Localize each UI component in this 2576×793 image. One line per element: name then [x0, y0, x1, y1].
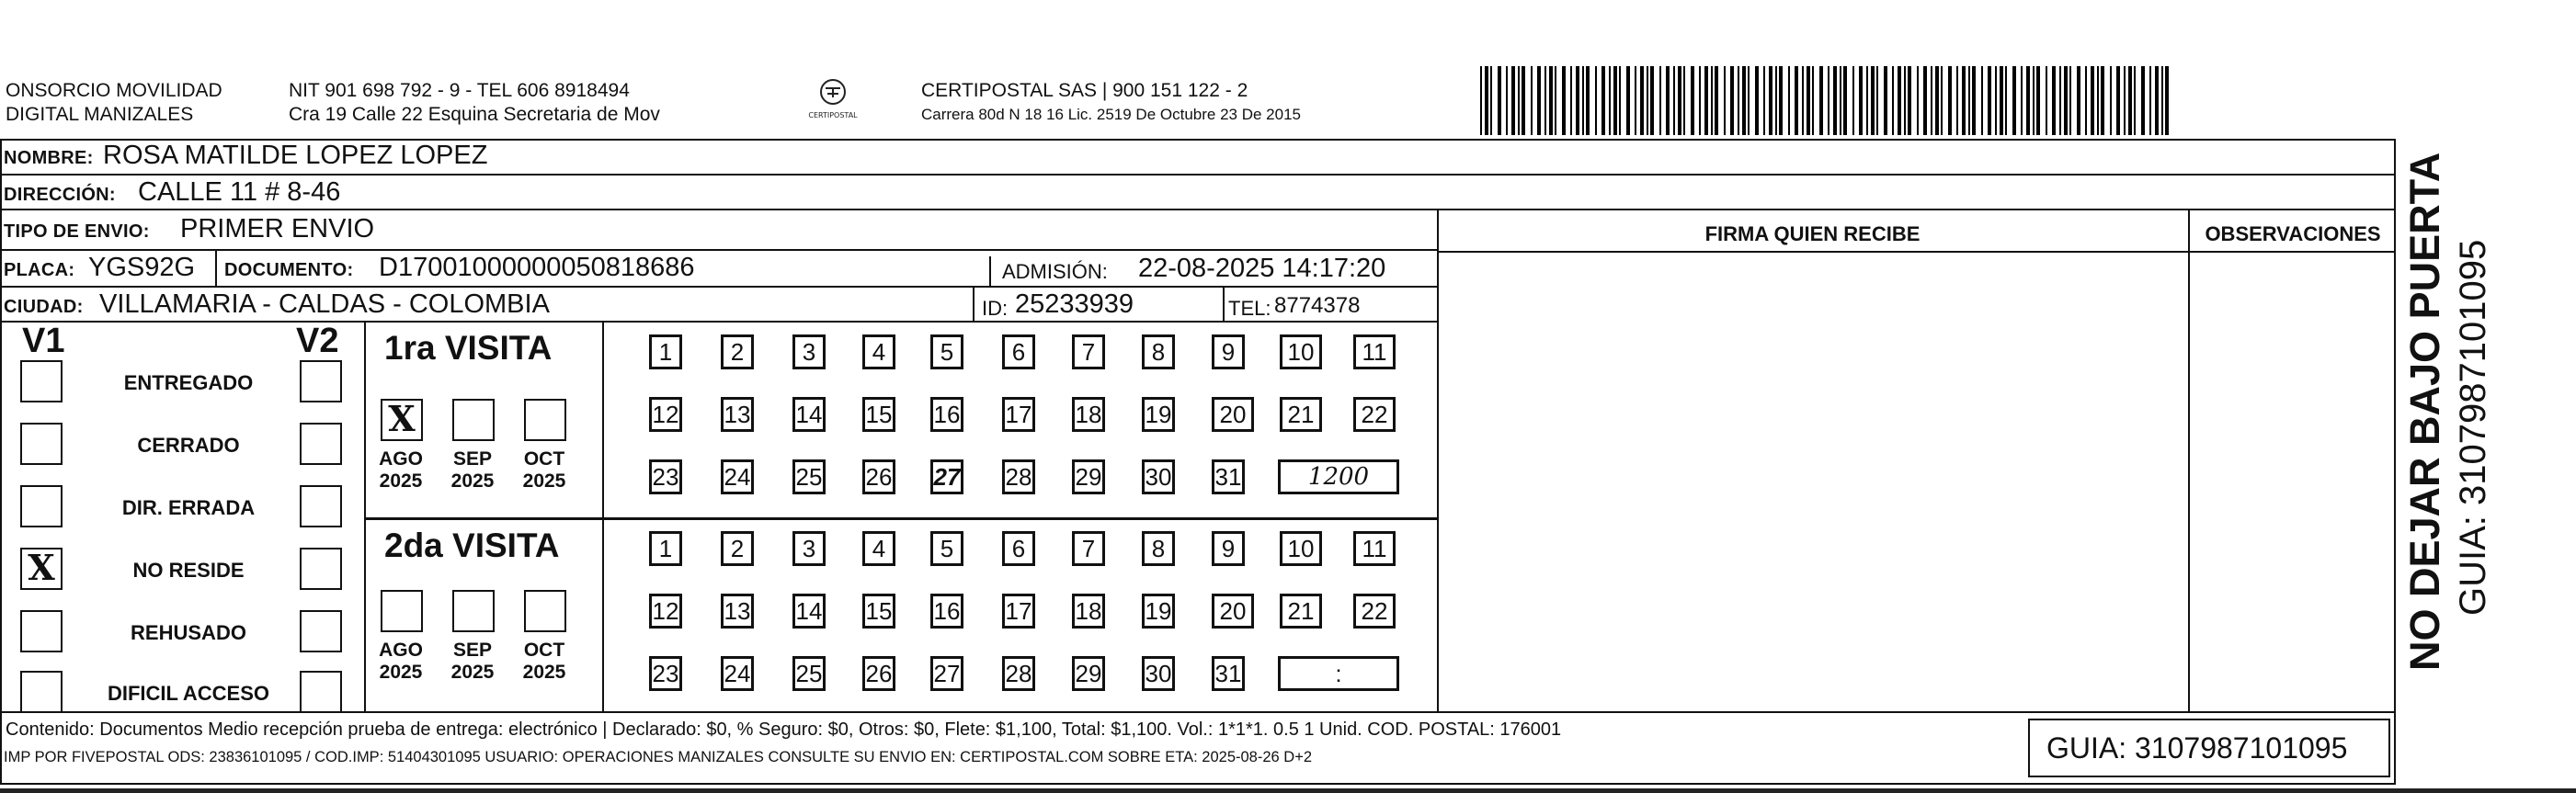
barcode-bar [2097, 66, 2099, 135]
address-line: Cra 19 Calle 22 Esquina Secretaria de Mov [289, 104, 660, 125]
barcode-bar [1795, 66, 1798, 135]
status-v1-checkbox[interactable] [20, 671, 63, 713]
barcode [1480, 66, 2174, 135]
barcode-bar [1640, 66, 1644, 135]
barcode-bar [2155, 66, 2159, 135]
barcode-bar [1748, 66, 1750, 135]
status-v1-checkbox[interactable] [20, 423, 63, 465]
company-name-line2: DIGITAL MANIZALES [6, 104, 194, 125]
barcode-bar [1898, 66, 1901, 135]
certipostal-block [921, 79, 1301, 127]
day-box[interactable]: 24 [721, 459, 754, 494]
day-box[interactable]: 7 [1072, 531, 1105, 566]
day-box[interactable]: 30 [1142, 459, 1175, 494]
v1-header: V1 [22, 322, 65, 360]
barcode-bar [1683, 66, 1685, 135]
ciudad-row [0, 288, 1437, 323]
month-label: SEP [452, 640, 493, 661]
barcode-bar [2128, 66, 2132, 135]
day-box[interactable]: 16 [930, 397, 963, 432]
day-box[interactable]: 23 [649, 459, 682, 494]
barcode-bar [2064, 66, 2068, 135]
first-visit-label: 1ra VISITA [384, 329, 553, 367]
status-v1-checkbox[interactable] [20, 360, 63, 402]
day-box[interactable]: 28 [1002, 656, 1035, 691]
day-box[interactable]: 17 [1002, 397, 1035, 432]
barcode-bar [1755, 66, 1759, 135]
nombre-row [0, 139, 2396, 176]
certipostal-logo [805, 74, 861, 123]
barcode-bar [2052, 66, 2056, 135]
day-box[interactable]: 22 [1353, 397, 1396, 432]
day-box[interactable]: 30 [1142, 656, 1175, 691]
month-label: AGO [379, 448, 423, 470]
day-box[interactable]: 4 [862, 334, 895, 369]
tel-value: 8774378 [1274, 293, 1361, 318]
day-box[interactable]: 19 [1142, 397, 1175, 432]
barcode-bar [1595, 66, 1597, 135]
day-box[interactable]: 26 [862, 656, 895, 691]
barcode-bar [1549, 66, 1553, 135]
barcode-bar [1859, 66, 1863, 135]
barcode-bar [1570, 66, 1572, 135]
barcode-bar [2033, 66, 2035, 135]
barcode-bar [2021, 66, 2023, 135]
barcode-bar [1843, 66, 1847, 135]
day-box[interactable]: 1 [649, 531, 682, 566]
documento-value: D17001000000050818686 [379, 253, 695, 282]
nombre-value: ROSA MATILDE LOPEZ LOPEZ [103, 141, 488, 170]
barcode-bar [2124, 66, 2126, 135]
year-label: 2025 [450, 662, 495, 683]
barcode-bar [1802, 66, 1804, 135]
barcode-bar [1582, 66, 1584, 135]
barcode-bar [2141, 66, 2145, 135]
status-v1-checkbox[interactable] [20, 485, 63, 527]
status-label: NO RESIDE [132, 559, 245, 582]
day-box[interactable]: 13 [721, 594, 754, 629]
time-box[interactable]: : [1278, 656, 1399, 691]
day-box[interactable]: 22 [1353, 594, 1396, 629]
barcode-bar [1988, 66, 1991, 135]
documento-label: DOCUMENTO: [224, 260, 354, 280]
barcode-bar [1506, 66, 1508, 135]
barcode-bar [1995, 66, 1997, 135]
barcode-bar [1485, 66, 1488, 135]
day-box[interactable]: 16 [930, 594, 963, 629]
month-label: SEP [452, 448, 493, 470]
time-box[interactable]: 1200 [1278, 459, 1399, 494]
day-box[interactable]: 31 [1212, 656, 1245, 691]
barcode-bar [2012, 66, 2016, 135]
barcode-bar [2036, 66, 2040, 135]
barcode-bar [1555, 66, 1556, 135]
day-box[interactable]: 9 [1212, 334, 1245, 369]
barcode-bar [2110, 66, 2112, 135]
day-box[interactable]: 1 [649, 334, 682, 369]
barcode-bar [1779, 66, 1783, 135]
direccion-label: DIRECCIÓN: [4, 185, 116, 205]
v2-header: V2 [296, 322, 339, 360]
barcode-bar [1828, 66, 1829, 135]
day-box[interactable]: 8 [1142, 334, 1175, 369]
day-box[interactable]: 14 [792, 397, 826, 432]
barcode-bar [1691, 66, 1694, 135]
day-box[interactable]: 17 [1002, 594, 1035, 629]
day-box[interactable]: 20 [1212, 397, 1254, 432]
barcode-bar [1715, 66, 1718, 135]
day-box[interactable]: 21 [1280, 397, 1322, 432]
day-box[interactable]: 25 [792, 656, 826, 691]
barcode-bar [1968, 66, 1970, 135]
barcode-bar [1724, 66, 1726, 135]
barcode-bar [1518, 66, 1520, 135]
barcode-bar [1601, 66, 1605, 135]
barcode-bar [2059, 66, 2061, 135]
barcode-bar [1562, 66, 1566, 135]
company-block [6, 79, 222, 127]
barcode-bar [1586, 66, 1590, 135]
barcode-bar [1788, 66, 1790, 135]
barcode-bar [1852, 66, 1854, 135]
day-box[interactable]: 28 [1002, 459, 1035, 494]
guia-box [2028, 719, 2390, 777]
direccion-row [0, 176, 2396, 210]
barcode-bar [1537, 66, 1541, 135]
day-box[interactable]: 31 [1212, 459, 1245, 494]
barcode-bar [2091, 66, 2094, 135]
status-v1-checkbox[interactable]: X [20, 548, 63, 590]
day-box[interactable]: 12 [649, 397, 682, 432]
barcode-bar [1833, 66, 1837, 135]
status-label: DIR. ERRADA [121, 496, 256, 519]
barcode-bar [2161, 66, 2163, 135]
month-checkbox[interactable]: X [381, 399, 423, 441]
year-label: 2025 [379, 470, 423, 492]
barcode-bar [1619, 66, 1621, 135]
month-checkbox[interactable] [524, 399, 566, 441]
day-box[interactable]: 5 [930, 531, 963, 566]
month-checkbox[interactable] [381, 590, 423, 632]
barcode-bar [2116, 66, 2120, 135]
day-box[interactable]: 15 [862, 397, 895, 432]
barcode-bar [1480, 66, 1482, 135]
month-label: AGO [379, 640, 423, 661]
barcode-bar [2165, 66, 2169, 135]
barcode-bar [1812, 66, 1814, 135]
barcode-bar [1941, 66, 1943, 135]
ciudad-value: VILLAMARIA - CALDAS - COLOMBIA [99, 289, 550, 319]
barcode-bar [2026, 66, 2030, 135]
barcode-bar [1498, 66, 1501, 135]
observaciones-header: OBSERVACIONES [2205, 222, 2381, 245]
svg-text:CERTIPOSTAL: CERTIPOSTAL [808, 111, 858, 119]
barcode-bar [1666, 66, 1670, 135]
admision-value: 22-08-2025 14:17:20 [1138, 254, 1386, 283]
day-box[interactable]: 13 [721, 397, 754, 432]
day-box[interactable]: 29 [1072, 656, 1105, 691]
day-box[interactable]: 7 [1072, 334, 1105, 369]
barcode-bar [2085, 66, 2087, 135]
barcode-bar [1972, 66, 1976, 135]
barcode-bar [1576, 66, 1579, 135]
barcode-bar [2005, 66, 2007, 135]
barcode-bar [1699, 66, 1701, 135]
barcode-bar [2134, 66, 2136, 135]
day-box[interactable]: 5 [930, 334, 963, 369]
guia-box-text: GUIA: 3107987101095 [2046, 731, 2348, 765]
imp-line: IMP POR FIVEPOSTAL ODS: 23836101095 / COD.IMP: 51404301095 USUARIO: OPERACIONES MANIZALES CONSULTE SU ENVIO EN: CERTIPOSTAL.COM SOBRE ETA: 2025-08-26 D+2 [4, 749, 1313, 765]
day-box[interactable]: 24 [721, 656, 754, 691]
status-label: CERRADO [137, 434, 240, 457]
barcode-bar [1917, 66, 1919, 135]
tipo-row [0, 210, 1437, 251]
year-label: 2025 [379, 662, 423, 683]
second-visit-label: 2da VISITA [384, 527, 560, 564]
barcode-bar [1490, 66, 1492, 135]
barcode-bar [1819, 66, 1823, 135]
year-label: 2025 [522, 470, 566, 492]
month-checkbox[interactable] [524, 590, 566, 632]
placa-row [0, 251, 1437, 288]
status-v2-checkbox[interactable] [300, 610, 342, 652]
status-v2-checkbox[interactable] [300, 360, 342, 402]
barcode-bar [1876, 66, 1878, 135]
year-label: 2025 [450, 470, 495, 492]
ciudad-label: CIUDAD: [4, 297, 84, 317]
id-label: ID: [982, 297, 1009, 320]
barcode-bar [1742, 66, 1746, 135]
barcode-bar [1704, 66, 1708, 135]
day-box[interactable]: 11 [1353, 334, 1396, 369]
company-name-line1: ONSORCIO MOVILIDAD [6, 80, 222, 101]
day-box[interactable]: 20 [1212, 594, 1254, 629]
month-label: OCT [523, 448, 565, 470]
side-guia: GUIA: 3107987101095 [2453, 239, 2493, 616]
barcode-bar [1871, 66, 1875, 135]
barcode-bar [1935, 66, 1939, 135]
certipostal-line1: CERTIPOSTAL SAS | 900 151 122 - 2 [921, 80, 1248, 101]
bottom-edge [0, 788, 2576, 793]
barcode-bar [1775, 66, 1777, 135]
tel-label: TEL: [1228, 297, 1271, 320]
day-box[interactable]: 8 [1142, 531, 1175, 566]
day-box[interactable]: 2 [721, 531, 754, 566]
barcode-bar [2077, 66, 2080, 135]
day-box[interactable]: 18 [1072, 594, 1105, 629]
barcode-bar [1678, 66, 1681, 135]
day-box[interactable]: 21 [1280, 594, 1322, 629]
tipo-value: PRIMER ENVIO [180, 214, 375, 244]
direccion-value: CALLE 11 # 8-46 [138, 177, 341, 207]
nit-line: NIT 901 698 792 - 9 - TEL 606 8918494 [289, 80, 630, 101]
contenido-line: Contenido: Documentos Medio recepción prueba de entrega: electrónico | Declarado: $0, % Seguro: $0, Otros: $0, Flete: $1,100, Total: $1,100. Vol.: 1*1*1. 0.5 1 Unid. COD. POSTAL: 176001 [6, 719, 1562, 740]
barcode-bar [1613, 66, 1617, 135]
barcode-bar [1948, 66, 1952, 135]
placa-label: PLACA: [4, 260, 75, 280]
barcode-bar [1730, 66, 1734, 135]
day-box[interactable]: 10 [1280, 334, 1322, 369]
day-box[interactable]: 25 [792, 459, 826, 494]
barcode-bar [1866, 66, 1868, 135]
day-box[interactable]: 18 [1072, 397, 1105, 432]
barcode-bar [1884, 66, 1887, 135]
firma-header: FIRMA QUIEN RECIBE [1704, 222, 1921, 245]
barcode-bar [1807, 66, 1810, 135]
year-label: 2025 [522, 662, 566, 683]
barcode-bar [2101, 66, 2104, 135]
barcode-bar [1962, 66, 1966, 135]
day-box[interactable]: 6 [1002, 531, 1035, 566]
barcode-bar [1711, 66, 1713, 135]
placa-value: YGS92G [88, 253, 196, 282]
barcode-bar [2000, 66, 2003, 135]
barcode-bar [1923, 66, 1927, 135]
status-label: ENTREGADO [123, 371, 254, 394]
day-box[interactable]: 10 [1280, 531, 1322, 566]
barcode-bar [1956, 66, 1958, 135]
id-value: 25233939 [1015, 289, 1134, 319]
barcode-bar [1981, 66, 1983, 135]
status-v2-checkbox[interactable] [300, 423, 342, 465]
barcode-bar [1738, 66, 1739, 135]
day-box[interactable]: 6 [1002, 334, 1035, 369]
status-label: DIFICIL ACCESO [107, 682, 269, 705]
day-box[interactable]: 9 [1212, 531, 1245, 566]
barcode-bar [1840, 66, 1841, 135]
day-box[interactable]: 14 [792, 594, 826, 629]
barcode-bar [1626, 66, 1630, 135]
barcode-bar [2149, 66, 2151, 135]
admision-label: ADMISIÓN: [1002, 260, 1108, 283]
day-box[interactable]: 11 [1353, 531, 1396, 566]
status-v1-checkbox[interactable] [20, 610, 63, 652]
barcode-bar [1763, 66, 1765, 135]
certipostal-line2: Carrera 80d N 18 16 Lic. 2519 De Octubre 23 De 2015 [921, 106, 1301, 123]
month-checkbox[interactable] [452, 590, 495, 632]
day-box[interactable]: 19 [1142, 594, 1175, 629]
barcode-bar [1544, 66, 1546, 135]
status-label: REHUSADO [131, 621, 246, 644]
barcode-bar [1635, 66, 1636, 135]
day-box[interactable]: 12 [649, 594, 682, 629]
barcode-bar [1904, 66, 1906, 135]
status-v2-checkbox[interactable] [300, 485, 342, 527]
day-box[interactable]: 29 [1072, 459, 1105, 494]
barcode-bar [1647, 66, 1648, 135]
nit-block [289, 79, 660, 127]
barcode-bar [1609, 66, 1611, 135]
barcode-bar [1931, 66, 1932, 135]
day-box[interactable]: 4 [862, 531, 895, 566]
tipo-label: TIPO DE ENVIO: [4, 221, 150, 242]
day-box[interactable]: 2 [721, 334, 754, 369]
barcode-bar [1522, 66, 1525, 135]
month-checkbox[interactable] [452, 399, 495, 441]
day-box[interactable]: 27 [930, 656, 963, 691]
status-v2-checkbox[interactable] [300, 671, 342, 713]
barcode-bar [2046, 66, 2047, 135]
barcode-bar [1892, 66, 1894, 135]
day-box[interactable]: 23 [649, 656, 682, 691]
day-box[interactable]: 3 [792, 334, 826, 369]
barcode-bar [1673, 66, 1675, 135]
day-box[interactable]: 15 [862, 594, 895, 629]
barcode-bar [2069, 66, 2071, 135]
nombre-label: NOMBRE: [4, 148, 94, 168]
barcode-bar [1531, 66, 1533, 135]
barcode-bar [1908, 66, 1911, 135]
barcode-bar [1650, 66, 1654, 135]
day-box[interactable]: 3 [792, 531, 826, 566]
no-dejar-warning: NO DEJAR BAJO PUERTA [2401, 152, 2448, 671]
month-label: OCT [523, 640, 565, 661]
day-box[interactable]: 27 [930, 459, 963, 494]
barcode-bar [1769, 66, 1772, 135]
day-box[interactable]: 26 [862, 459, 895, 494]
barcode-bar [1659, 66, 1661, 135]
barcode-bar [1511, 66, 1515, 135]
status-v2-checkbox[interactable] [300, 548, 342, 590]
